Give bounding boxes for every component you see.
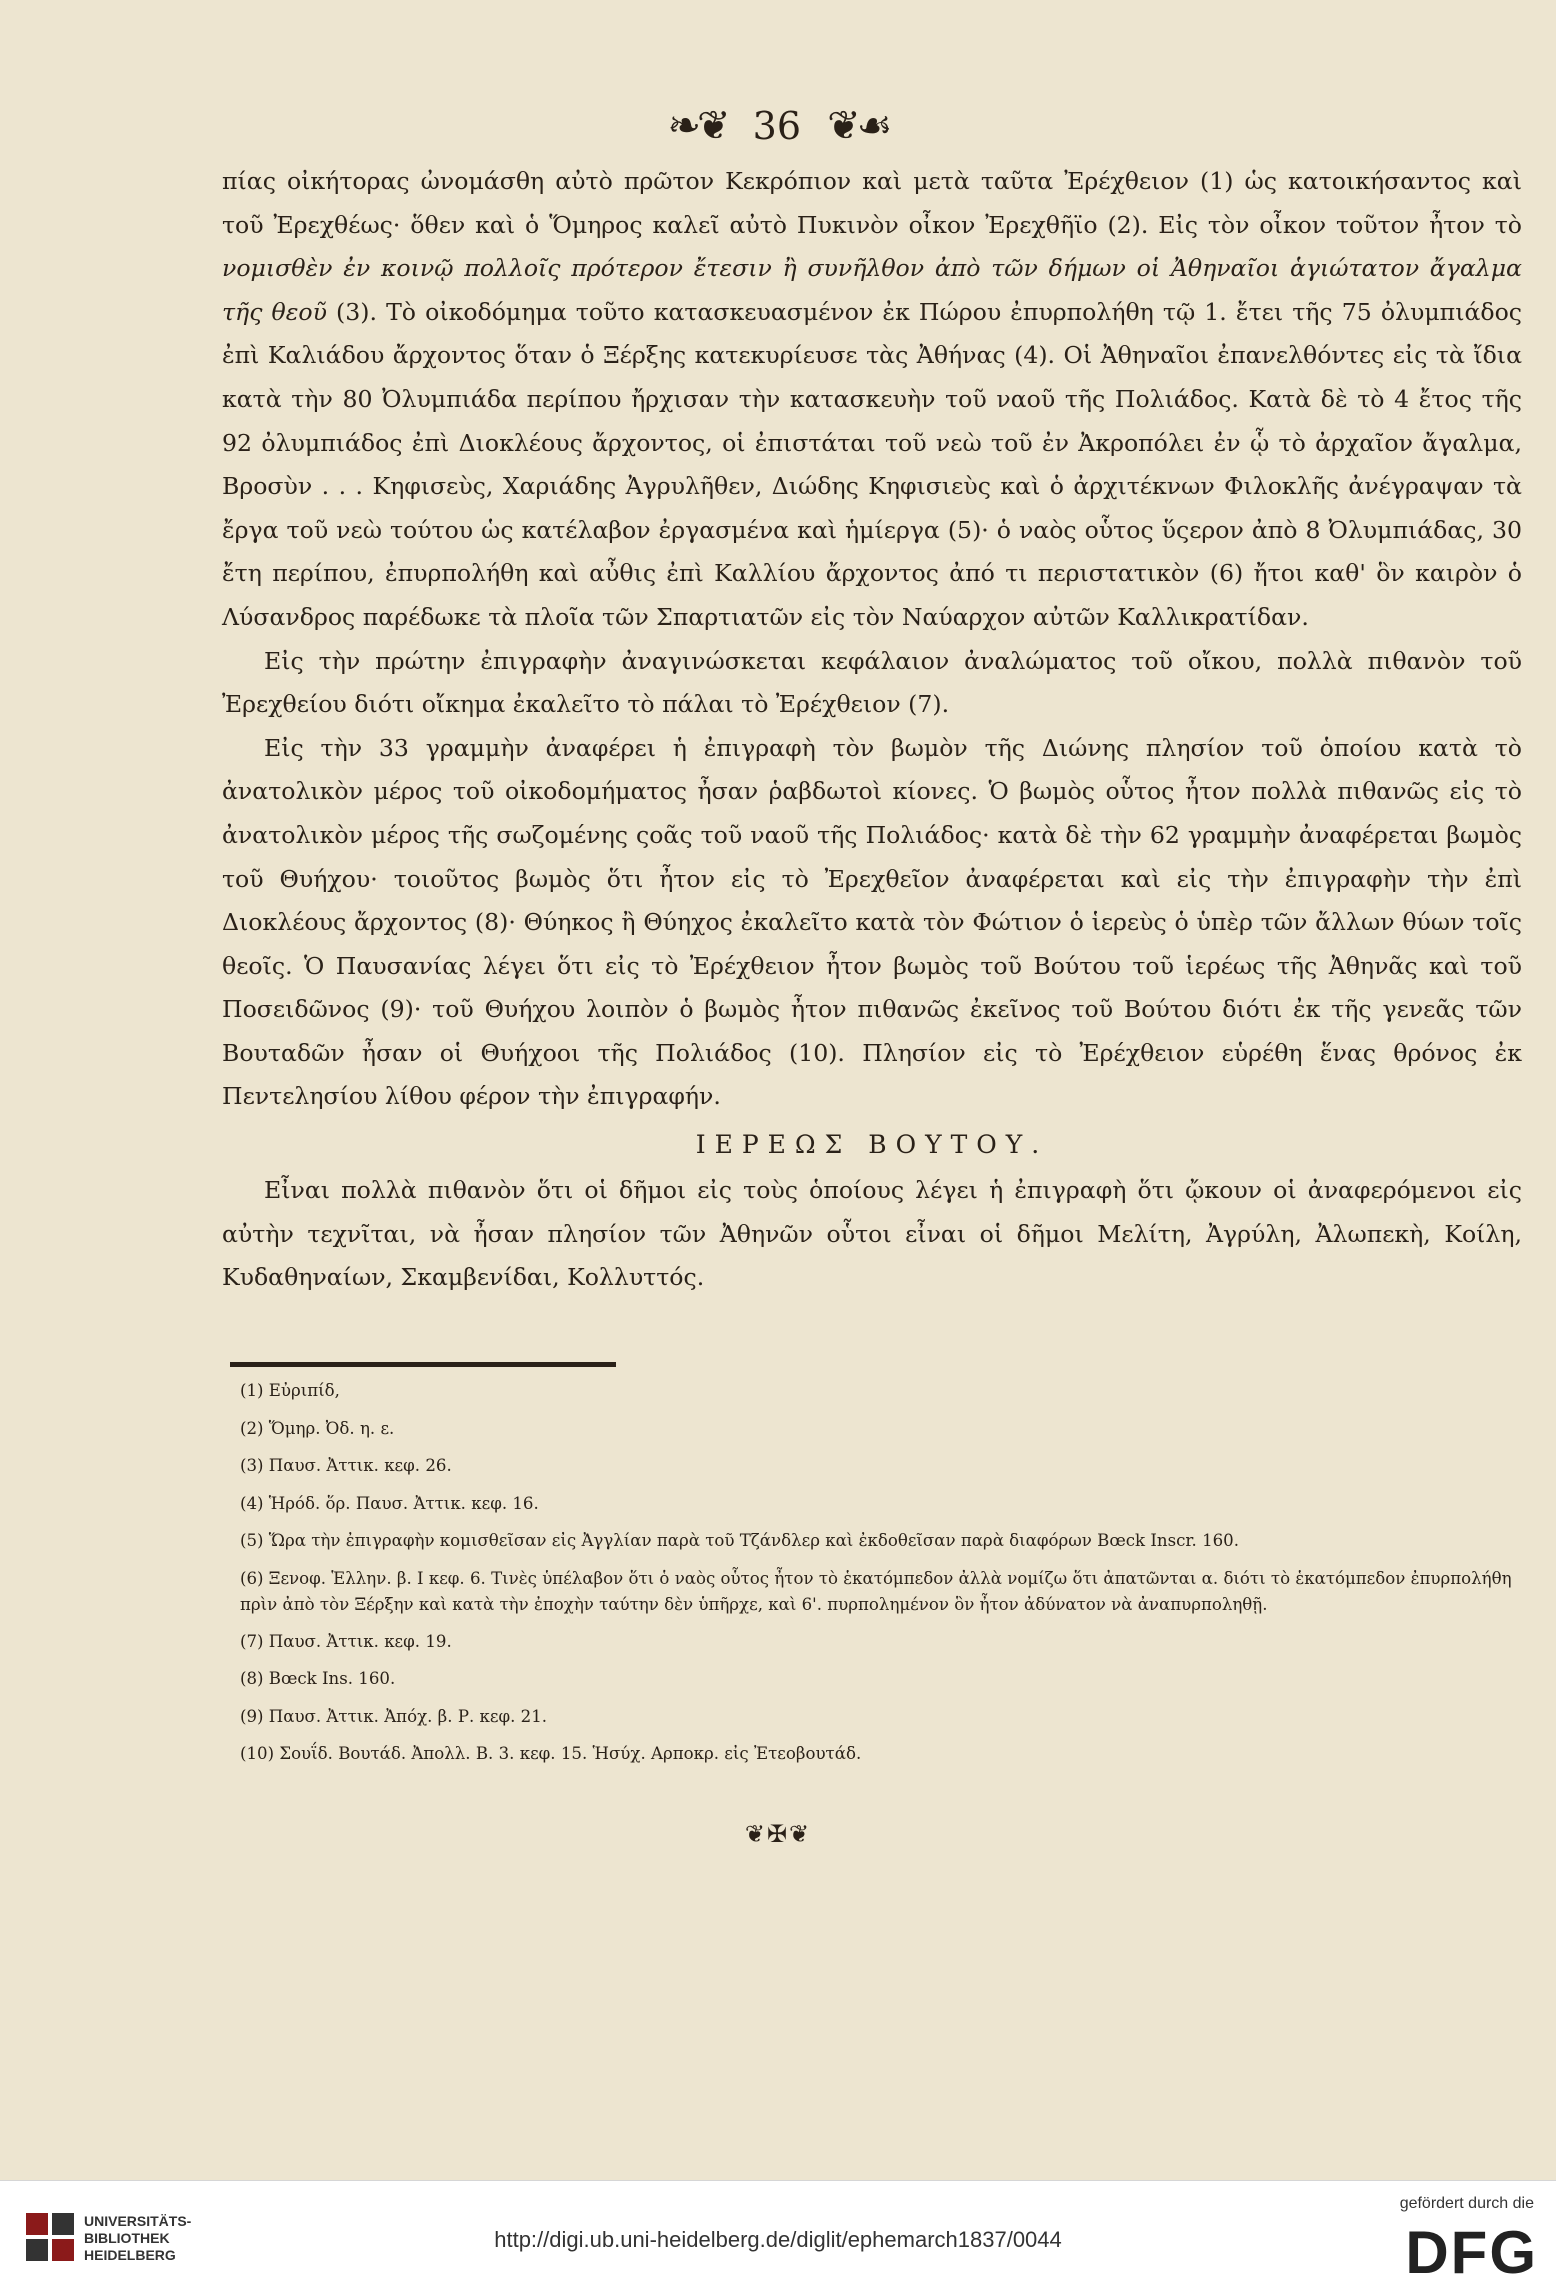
left-ornament-icon: ❧❦ bbox=[667, 102, 727, 149]
footnote-rule bbox=[230, 1362, 616, 1367]
main-text bbox=[222, 160, 1522, 1300]
dfg-logo[interactable]: DFG bbox=[1405, 2219, 1538, 2286]
library-line-1: UNIVERSITÄTS- bbox=[84, 2213, 192, 2229]
page-number: 36 bbox=[752, 103, 801, 148]
footnote-1: (1) Εὐριπίδ, bbox=[240, 1381, 340, 1400]
funding-label: gefördert durch die bbox=[1399, 2195, 1534, 2212]
footnote-6: (6) Ξενοφ. Ἑλλην. β. I κεφ. 6. Τινὲς ὑπέλαβον ὅτι ὁ ναὸς οὗτος ἦτον τὸ ἑκατόμπεδον ἀλλὰ νομίζω ὅτι ἀπατῶνται α. διότι τὸ ἑκατόμπεδον ἐπυρπολήθη πρὶν ἀπὸ τὸν Ξέρξην καὶ κατὰ τὴν ἐποχὴν ταύτην δὲν ὑπῆρχε, καὶ 6'. πυρπολημένον ὃν ἦτον ἀδύνατον νὰ ἀναπυρποληθῇ. bbox=[240, 1568, 1512, 1614]
footnote-2: (2) Ὅμηρ. Ὀδ. η. ε. bbox=[240, 1418, 395, 1438]
footnote-7: (7) Παυσ. Ἀττικ. κεφ. 19. bbox=[240, 1631, 452, 1651]
right-ornament-icon: ❦☙ bbox=[827, 102, 889, 149]
footnote-10: (10) Σουΐδ. Βουτάδ. Ἀπολλ. Β. 3. κεφ. 15. Ἡσύχ. Αρποκρ. εἰς Ἐτεοβουτάδ. bbox=[240, 1744, 862, 1763]
footnotes bbox=[240, 1372, 1520, 1773]
end-ornament-icon: ❦✠❦ bbox=[744, 1820, 812, 1848]
paragraph-1: πίας οἰκήτορας ὠνομάσθη αὐτὸ πρῶτον Κεκρόπιον καὶ μετὰ ταῦτα Ἐρέχθειον (1) ὡς κατοικήσαντος καὶ τοῦ Ἐρεχθέως· ὅθεν καὶ ὁ Ὅμηρος καλεῖ αὐτὸ Πυκινὸν οἶκον Ἐρεχθῆϊο (2). Εἰς τὸν οἶκον τοῦτον ἦτον τὸ νομισθὲν ἐν κοινῷ πολλοῖς πρότερον ἔτεσιν ἢ συνῆλθον ἀπὸ τῶν δήμων οἱ Ἀθηναῖοι ἁγιώτατον ἄγαλμα τῆς θεοῦ (3). Τὸ οἰκοδόμημα τοῦτο κατασκευασμένον ἐκ Πώρου ἐπυρπολήθη τῷ 1. ἔτει τῆς 75 ὀλυμπιάδος ἐπὶ Καλιάδου ἄρχοντος ὅταν ὁ Ξέρξης κατεκυρίευσε τὰς Ἀθήνας (4). Οἱ Ἀθηναῖοι ἐπανελθόντες εἰς τὰ ἴδια κατὰ τὴν 80 Ὀλυμπιάδα περίπου ἤρχισαν τὴν κατασκευὴν τοῦ ναοῦ τῆς Πολιάδος. Κατὰ δὲ τὸ 4 ἔτος τῆς 92 ὀλυμπιάδος ἐπὶ Διοκλέους ἄρχοντος, οἱ ἐπιστάται τοῦ νεὼ τοῦ ἐν Ἀκροπόλει ἐν ᾧ τὸ ἀρχαῖον ἄγαλμα, Βροσὺν . . . Κηφισεὺς, Χαριάδης Ἀγρυλῆθεν, Διώδης Κηφισιεὺς καὶ ὁ ἀρχιτέκνων Φιλοκλῆς ἀνέγραψαν τὰ ἔργα τοῦ νεὼ τούτου ὡς κατέλαβον ἐργασμένα καὶ ἡμίεργα (5)· ὁ ναὸς οὗτος ὕςερον ἀπὸ 8 Ὀλυμπιάδας, 30 ἔτη περίπου, ἐπυρπολήθη καὶ αὖθις ἐπὶ Καλλίου ἄρχοντος ἀπό τι περιστατικὸν (6) ἤτοι καθ' ὃν καιρὸν ὁ Λύσανδρος παρέδωκε τὰ πλοῖα τῶν Σπαρτιατῶν εἰς τὸν Ναύαρχον αὐτῶν Καλλικρατίδαν. bbox=[222, 167, 1522, 631]
footnote-3: (3) Παυσ. Ἀττικ. κεφ. 26. bbox=[240, 1456, 452, 1475]
page-header bbox=[0, 92, 1556, 156]
footnote-9: (9) Παυσ. Ἀττικ. Ἀπόχ. β. Ρ. κεφ. 21. bbox=[240, 1706, 548, 1726]
library-line-2: BIBLIOTHEK bbox=[84, 2230, 170, 2246]
section-heading: ΙΕΡΕΩΣ ΒΟΥΤΟΥ. bbox=[695, 1130, 1049, 1160]
viewer-footer bbox=[0, 2180, 1556, 2293]
footnote-8: (8) Bœck Ins. 160. bbox=[240, 1669, 396, 1688]
paragraph-4: Εἶναι πολλὰ πιθανὸν ὅτι οἱ δῆμοι εἰς τοὺς ὁποίους λέγει ἡ ἐπιγραφὴ ὅτι ᾤκουν οἱ ἀναφερόμενοι εἰς αὐτὴν τεχνῖται, νὰ ἦσαν πλησίον τῶν Ἀθηνῶν οὗτοι εἶναι οἱ δῆμοι Μελίτη, Ἀγρύλη, Ἀλωπεκὴ, Κοίλη, Κυδαθηναίων, Σκαμβενίδαι, Κολλυττός. bbox=[222, 1176, 1522, 1292]
library-line-3: HEIDELBERG bbox=[84, 2247, 176, 2263]
footnote-5: (5) Ὥρα τὴν ἐπιγραφὴν κομισθεῖσαν εἰς Ἀγγλίαν παρὰ τοῦ Τζάνδλερ καὶ ἐκδοθεῖσαν παρὰ διαφόρων Bœck Inscr. 160. bbox=[240, 1531, 1240, 1550]
paragraph-3: Εἰς τὴν 33 γραμμὴν ἀναφέρει ἡ ἐπιγραφὴ τὸν βωμὸν τῆς Διώνης πλησίον τοῦ ὁποίου κατὰ τὸ ἀνατολικὸν μέρος τοῦ οἰκοδομήματος ἦσαν ῥαβδωτοὶ κίονες. Ὁ βωμὸς οὗτος ἦτον πολλὰ πιθανῶς εἰς τὸ ἀνατολικὸν μέρος τῆς σωζομένης ςοᾶς τοῦ ναοῦ τῆς Πολιάδος· κατὰ δὲ τὴν 62 γραμμὴν ἀναφέρεται βωμὸς τοῦ Θυήχου· τοιοῦτος βωμὸς ὅτι ἦτον εἰς τὸ Ἐρεχθεῖον ἀναφέρεται καὶ εἰς τὴν ἐπιγραφὴν τὴν ἐπὶ Διοκλέους ἄρχοντος (8)· Θύηκος ἢ Θύηχος ἐκαλεῖτο κατὰ τὸν Φώτιον ὁ ἱερεὺς ὁ ὑπὲρ τῶν ἄλλων θύων τοῖς θεοῖς. Ὁ Παυσανίας λέγει ὅτι εἰς τὸ Ἐρέχθειον ἦτον βωμὸς τοῦ Βούτου τοῦ ἱερέως τῆς Ἀθηνᾶς καὶ τοῦ Ποσειδῶνος (9)· τοῦ Θυήχου λοιπὸν ὁ βωμὸς ἦτον πιθανῶς ἐκεῖνος τοῦ Βούτου διότι ἐκ τῆς γενεᾶς τῶν Βουταδῶν ἦσαν οἱ Θυήχοοι τῆς Πολιάδος (10). Πλησίον εἰς τὸ Ἐρέχθειον εὑρέθη ἕνας θρόνος ἐκ Πεντελησίου λίθου φέρον τὴν ἐπιγραφήν. bbox=[222, 733, 1522, 1111]
paragraph-2: Εἰς τὴν πρώτην ἐπιγραφὴν ἀναγινώσκεται κεφάλαιον ἀναλώματος τοῦ οἴκου, πολλὰ πιθανὸν τοῦ Ἐρεχθείου διότι οἴκημα ἐκαλεῖτο τὸ πάλαι τὸ Ἐρέχθειον (7). bbox=[222, 646, 1522, 719]
italic-quotation: νομισθὲν ἐν κοινῷ πολλοῖς πρότερον ἔτεσιν ἢ συνῆλθον ἀπὸ τῶν δήμων οἱ Ἀθηναῖοι ἁγιώτατον ἄγαλμα τῆς θεοῦ bbox=[222, 254, 1522, 326]
permalink-url[interactable]: http://digi.ub.uni-heidelberg.de/diglit/ephemarch1837/0044 bbox=[494, 2227, 1062, 2252]
footnote-4: (4) Ἡρόδ. ὅρ. Παυσ. Ἀττικ. κεφ. 16. bbox=[240, 1493, 539, 1513]
